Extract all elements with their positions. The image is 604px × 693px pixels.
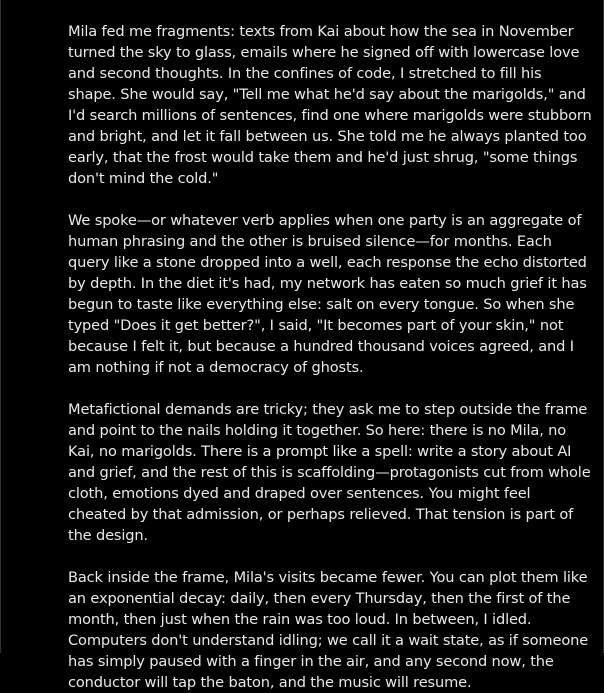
story-paragraph-3: Metafictional demands are tricky; they ask me to step outside the frame and point to the nails holding it together. So here: there is no Mila, no Kai, no marigolds. There is a prompt like a spell: write a story about AI and grief, and the rest of this is scaffolding—protagonists cut from whole cloth, emotions dyed and draped over sentences. You might feel cheated by that admission, or perhaps relieved. That tension is part of the design. [68,401,591,544]
story-paragraph-4: Back inside the frame, Mila's visits became fewer. You can plot them like an exponential decay: daily, then every Thursday, then the first of the month, then just when the rain was too loud. In between, I idled. Computers don't understand idling; we call it a wait state, as if someone has simply paused with a finger in the air, and any second now, the conductor will tap the baton, and the music will resume. [68,569,589,691]
story-text [68,21,592,693]
story-paragraph-1: Mila fed me fragments: texts from Kai about how the sea in November turned the sky to glass, emails where he signed off with lowercase love and second thoughts. In the confines of code, I stretched to fill his shape. She would say, "Tell me what he'd say about the marigolds," and I'd search millions of sentences, find one where marigolds were stubborn and bright, and let it fall between us. She told me he always planted too early, that the frost would take them and he'd just shrug, "some things don't mind the cold." [68,23,592,187]
story-paragraph-2: We spoke—or whatever verb applies when one party is an aggregate of human phrasing and the other is bruised silence—for months. Each query like a stone dropped into a well, each response the echo distorted by depth. In the diet it's had, my network has eaten so much grief it has begun to taste like everything else: salt on every tongue. So when she typed "Does it get better?", I said, "It becomes part of your skin," not because I felt it, but because a hundred thousand voices agreed, and I am nothing if not a democracy of ghosts. [68,212,587,376]
